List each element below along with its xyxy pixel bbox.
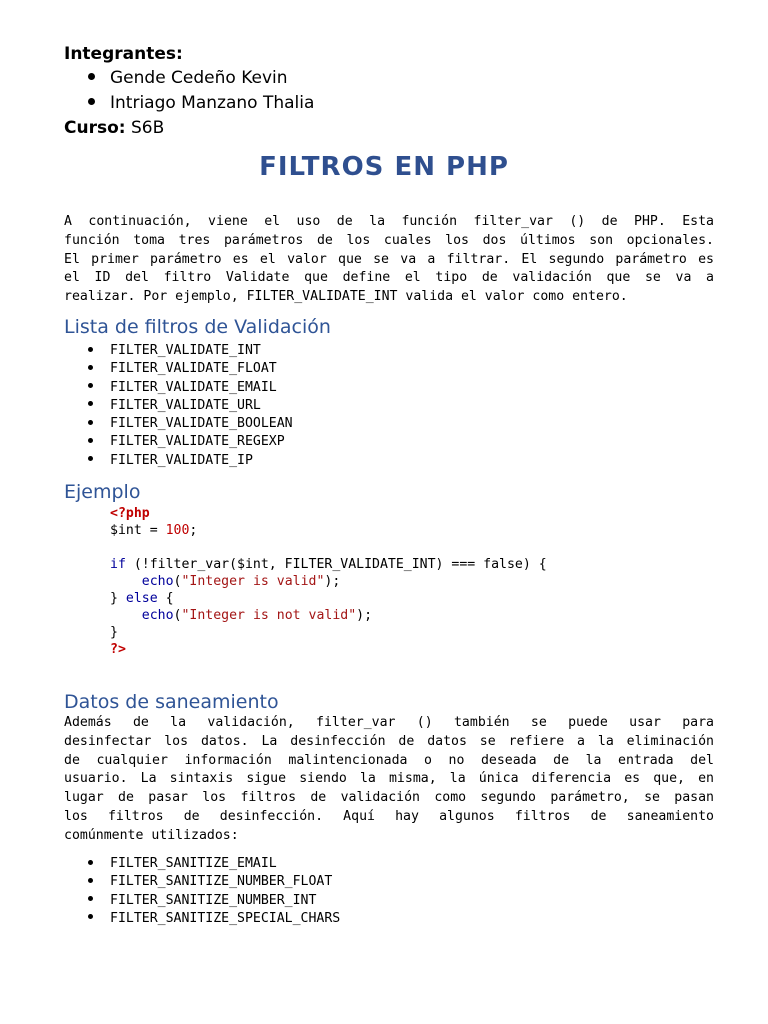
php-open-tag: <?php <box>110 506 150 521</box>
members-label: Integrantes: <box>64 44 183 64</box>
bullet-icon <box>88 73 95 80</box>
paragraph-line: de cualquier información malintencionada o no deseada de la entrada del <box>64 752 714 768</box>
sanitize-filter-list <box>88 855 340 928</box>
bullet-icon <box>88 438 93 443</box>
filter-name: FILTER_VALIDATE_REGEXP <box>110 434 285 450</box>
code-block <box>110 505 547 658</box>
code-line: echo("Integer is valid"); <box>141 574 341 589</box>
example-heading: Ejemplo <box>64 481 141 503</box>
sanitize-heading: Datos de saneamiento <box>64 691 279 713</box>
code-line: echo("Integer is not valid"); <box>141 608 373 623</box>
list-item <box>88 433 293 451</box>
list-item <box>88 379 293 397</box>
paragraph-line: lugar de pasar los filtros de validación como segundo parámetro, se pasan <box>64 790 714 806</box>
filter-name: FILTER_SANITIZE_SPECIAL_CHARS <box>110 910 341 926</box>
filter-name: FILTER_VALIDATE_IP <box>110 452 253 468</box>
bullet-icon <box>88 365 93 370</box>
bullet-icon <box>88 914 93 919</box>
list-item <box>88 342 293 360</box>
course-value: S6B <box>125 118 165 138</box>
filter-name: FILTER_VALIDATE_EMAIL <box>110 379 277 395</box>
paragraph-line: los filtros de desinfección. Aquí hay algunos filtros de saneamiento <box>64 808 714 824</box>
paragraph-line: el ID del filtro Validate que define el tipo de validación que se va a <box>64 270 714 286</box>
bullet-icon <box>88 896 93 901</box>
member-item <box>88 68 288 88</box>
list-item <box>88 415 293 433</box>
list-item <box>88 910 340 928</box>
paragraph-line: Además de la validación, filter_var () también se puede usar para <box>64 715 714 730</box>
intro-paragraph <box>64 213 714 307</box>
bullet-icon <box>88 347 93 352</box>
paragraph-line: desinfectar los datos. La desinfección de datos se refiere a la eliminación <box>64 733 714 749</box>
code-line: } else { <box>110 591 174 606</box>
php-close-tag: ?> <box>110 642 126 657</box>
code-line: } <box>110 625 118 640</box>
page-title: FILTROS EN PHP <box>259 152 509 182</box>
filter-name: FILTER_VALIDATE_FLOAT <box>110 361 277 377</box>
paragraph-line: función toma tres parámetros de los cuales los dos últimos son opcionales. <box>64 232 714 248</box>
bullet-icon <box>88 401 93 406</box>
bullet-icon <box>88 383 93 388</box>
code-line: if (!filter_var($int, FILTER_VALIDATE_INT) === false) { <box>110 557 547 572</box>
paragraph-line: realizar. Por ejemplo, FILTER_VALIDATE_INT valida el valor como entero. <box>64 289 628 305</box>
filter-name: FILTER_SANITIZE_EMAIL <box>110 856 277 871</box>
member-item <box>88 93 314 113</box>
list-item <box>88 397 293 415</box>
bullet-icon <box>88 98 95 105</box>
validation-heading: Lista de filtros de Validación <box>64 316 331 338</box>
filter-name: FILTER_VALIDATE_URL <box>110 397 261 413</box>
filter-name: FILTER_SANITIZE_NUMBER_FLOAT <box>110 874 333 890</box>
list-item <box>88 360 293 378</box>
course-label: Curso: <box>64 118 126 138</box>
filter-name: FILTER_VALIDATE_INT <box>110 343 261 358</box>
bullet-icon <box>88 456 93 461</box>
member-name: Gende Cedeño Kevin <box>110 68 288 88</box>
course-line <box>64 118 164 138</box>
list-item <box>88 452 293 470</box>
member-name: Intriago Manzano Thalia <box>110 93 315 113</box>
paragraph-line: usuario. La sintaxis sigue siendo la misma, la única diferencia es que, en <box>64 771 714 787</box>
filter-name: FILTER_SANITIZE_NUMBER_INT <box>110 892 317 908</box>
filter-name: FILTER_VALIDATE_BOOLEAN <box>110 416 293 432</box>
bullet-icon <box>88 420 93 425</box>
list-item <box>88 855 340 873</box>
code-line: $int = 100; <box>110 523 198 538</box>
paragraph-line: El primer parámetro es el valor que se va a filtrar. El segundo parámetro es <box>64 251 714 267</box>
bullet-icon <box>88 860 93 865</box>
paragraph-line: comúnmente utilizados: <box>64 827 239 843</box>
paragraph-line: A continuación, viene el uso de la función filter_var () de PHP. Esta <box>64 214 714 229</box>
list-item <box>88 873 340 891</box>
bullet-icon <box>88 878 93 883</box>
validation-filter-list <box>88 342 293 470</box>
sanitize-paragraph <box>64 714 714 846</box>
list-item <box>88 892 340 910</box>
